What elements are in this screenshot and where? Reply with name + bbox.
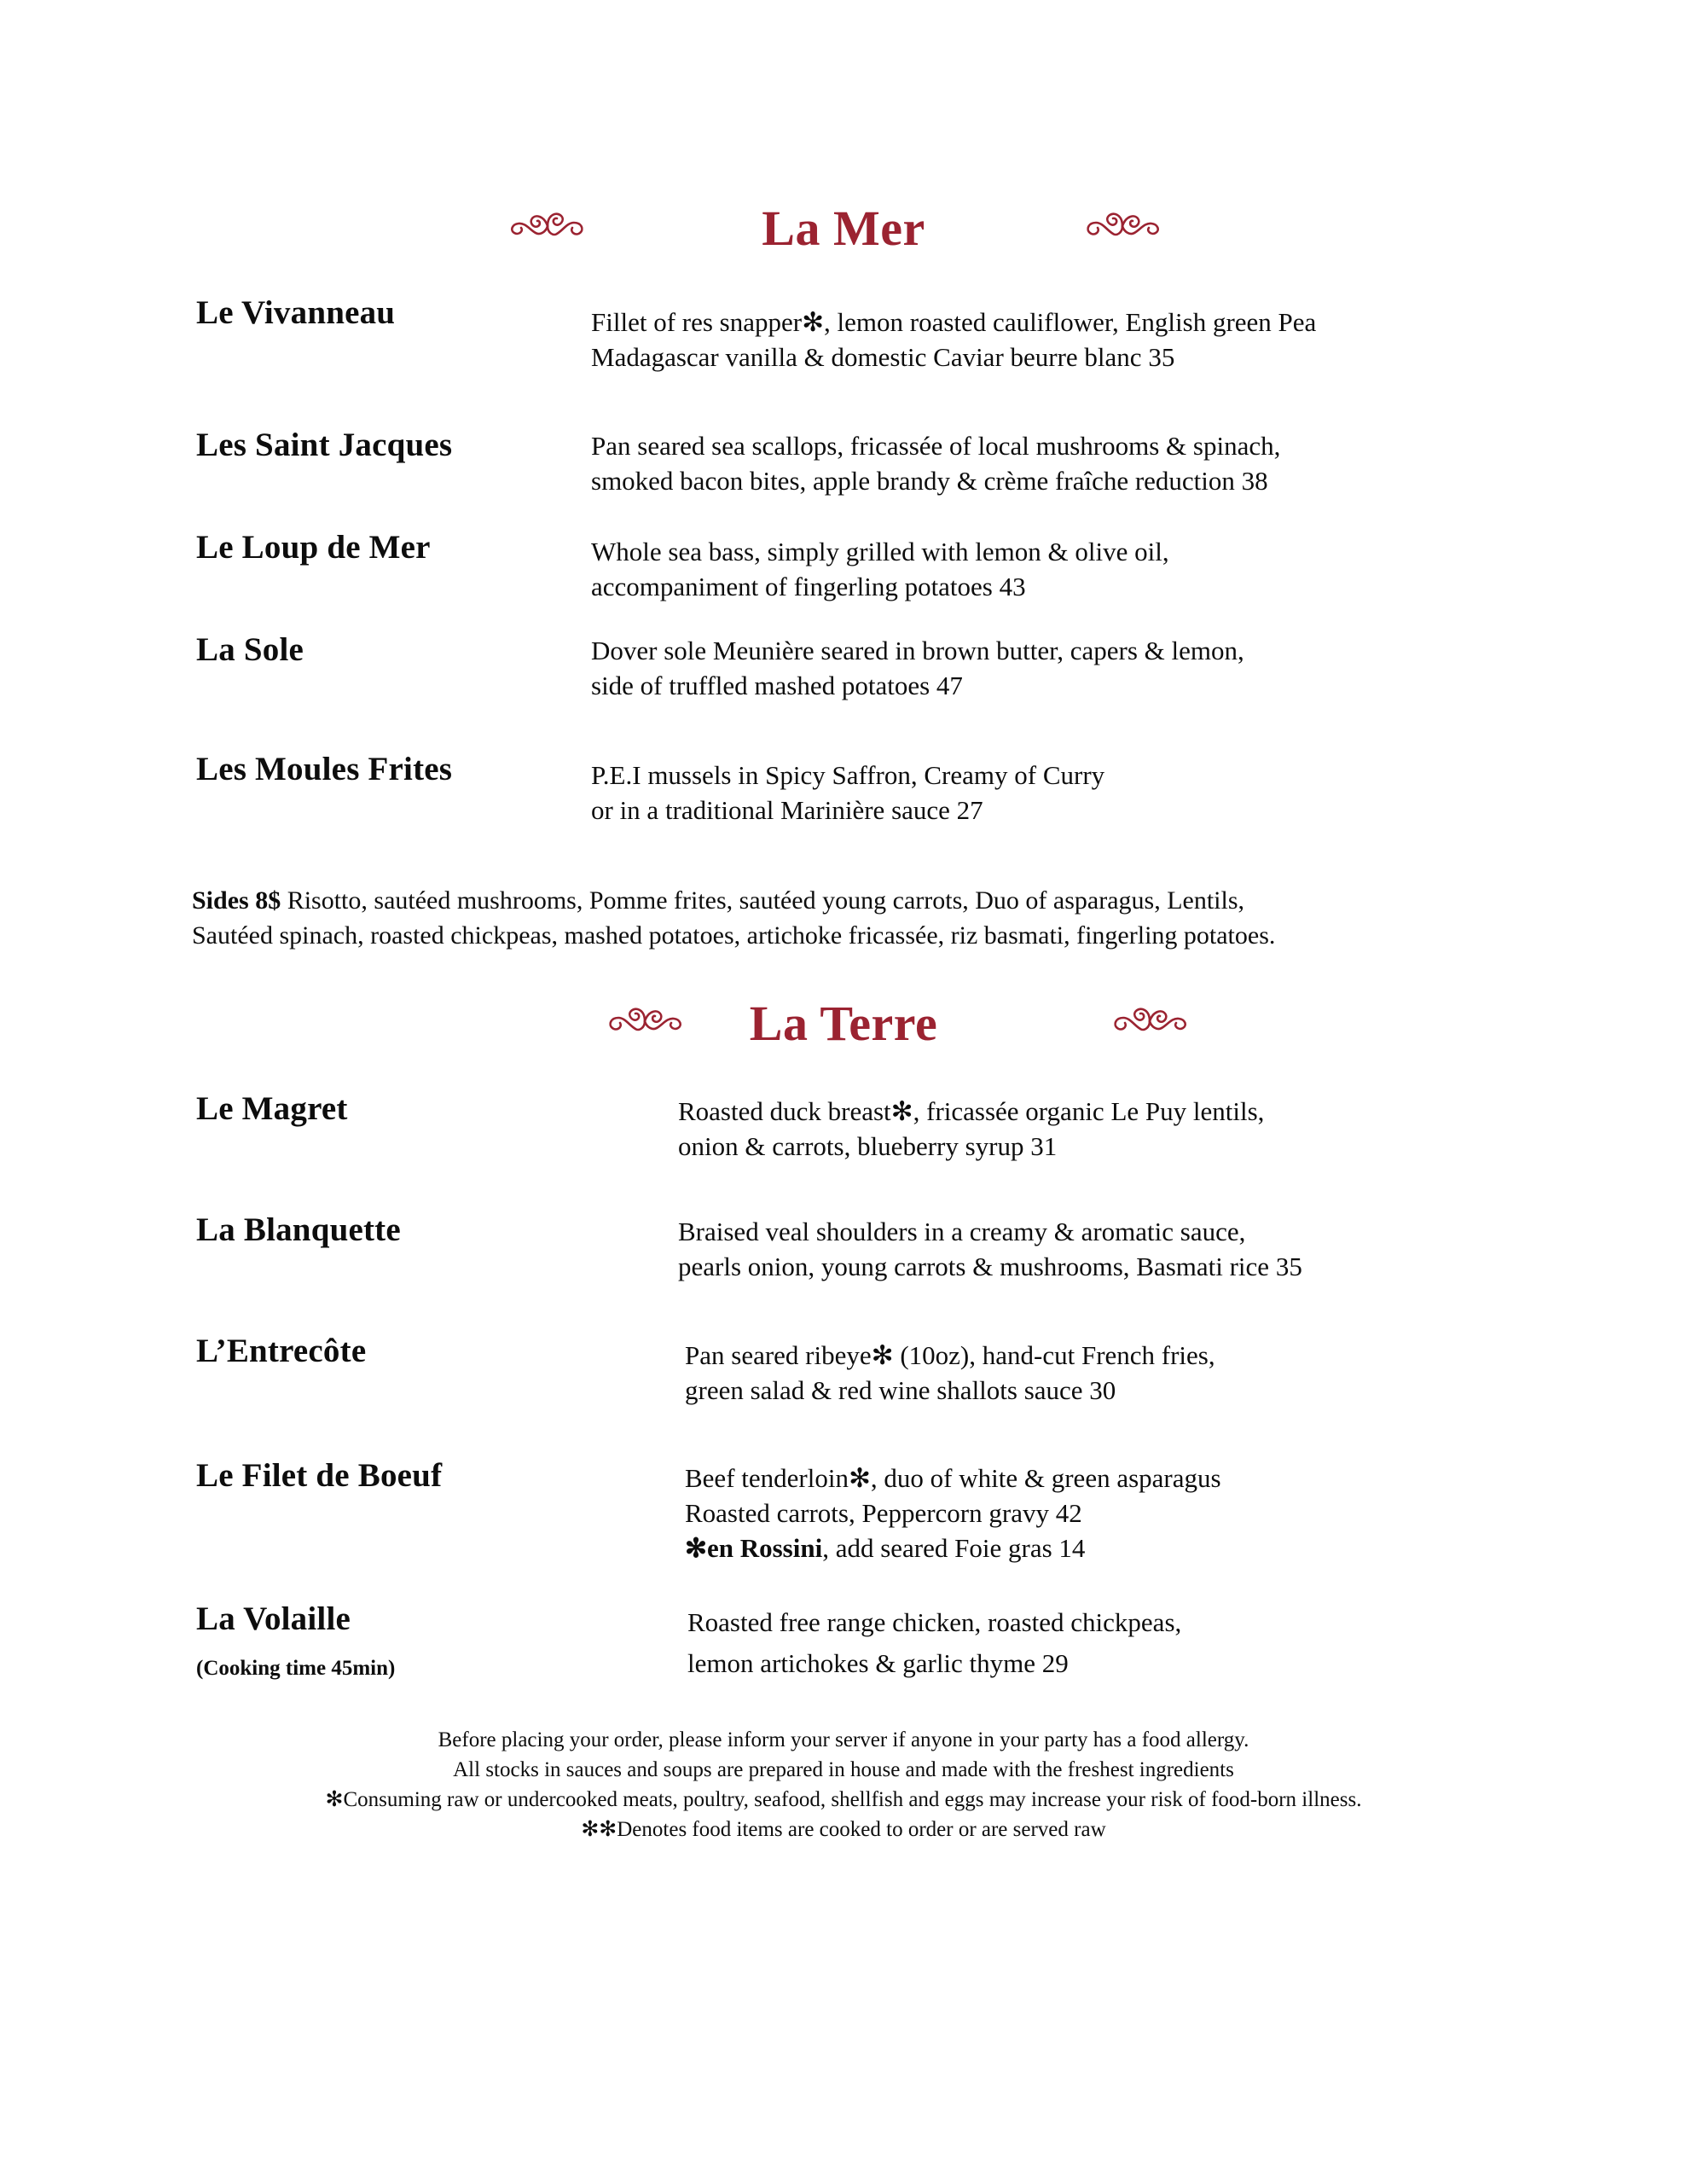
dish-description-line: onion & carrots, blueberry syrup 31 [678,1131,1058,1162]
dish-name: Les Moules Frites [196,751,453,787]
sides-line-2: Sautéed spinach, roasted chickpeas, mashed potatoes, artichoke fricassée, riz basmati, fingerling potatoes. [192,921,1276,950]
section-header-la-terre [0,994,1687,1054]
footer-line-cooked-to-order: ✻✻Denotes food items are cooked to order or are served raw [581,1818,1106,1841]
dish-description [678,1214,1302,1284]
dish-description [591,633,1244,703]
sides-label: Sides 8$ [192,886,281,915]
flourish-ornament-left-icon [604,999,685,1040]
dish-name: L’Entrecôte [196,1333,367,1369]
dish-description-line: lemon artichokes & garlic thyme 29 [687,1648,1069,1679]
dish-description [687,1602,1181,1684]
supplement-rest: , add seared Foie gras 14 [822,1533,1086,1564]
flourish-ornament-right-icon [1081,204,1162,245]
dish-cooking-time-note: (Cooking time 45min) [196,1657,396,1680]
dish-description [591,428,1280,498]
dish-description-line: smoked bacon bites, apple brandy & crème fraîche reduction 38 [591,466,1268,497]
dish-name: La Sole [196,631,304,668]
sides-line-1-rest: Risotto, sautéed mushrooms, Pomme frites, sautéed young carrots, Duo of asparagus, Lentils, [281,886,1245,915]
dish-name: Le Loup de Mer [196,529,431,566]
supplement-label: ✻en Rossini [685,1533,823,1564]
dish-description-line: Whole sea bass, simply grilled with lemon & olive oil, [591,537,1169,566]
dish-description-line: or in a traditional Marinière sauce 27 [591,795,983,826]
footer-line-stocks: All stocks in sauces and soups are prepared in house and made with the freshest ingredients [453,1758,1234,1781]
dish-description-line: pearls onion, young carrots & mushrooms, Basmati rice 35 [678,1252,1302,1282]
dish-description-line: Pan seared sea scallops, fricassée of local mushrooms & spinach, [591,431,1281,461]
dish-description-line: green salad & red wine shallots sauce 30 [685,1375,1116,1406]
dish-description [591,534,1169,604]
dish-name: La Volaille [196,1600,351,1637]
dish-description-line: Dover sole Meunière seared in brown butter, capers & lemon, [591,636,1244,665]
dish-name: La Blanquette [196,1211,401,1248]
dish-description-line: Roasted duck breast✻, fricassée organic Le Puy lentils, [678,1096,1265,1126]
section-header-la-mer [0,199,1687,258]
dish-description-line: Beef tenderloin✻, duo of white & green asparagus [685,1463,1221,1493]
dish-name: Le Filet de Boeuf [196,1457,443,1494]
dish-description-line: P.E.I mussels in Spicy Saffron, Creamy of Curry [591,760,1105,790]
flourish-ornament-right-icon [1109,999,1190,1040]
dish-description-line: side of truffled mashed potatoes 47 [591,671,963,701]
dish-description-line: Fillet of res snapper✻, lemon roasted cauliflower, English green Pea [591,307,1317,337]
section-title-la-terre: La Terre [749,996,938,1051]
dish-description [685,1338,1215,1408]
dish-description [591,305,1316,375]
dish-name: Le Magret [196,1090,348,1127]
dish-description [591,758,1104,828]
sides-block [192,883,1275,953]
section-title-la-mer: La Mer [762,200,925,256]
dish-description-line-supplement [685,1531,1221,1565]
dish-description-line: Roasted carrots, Peppercorn gravy 42 [685,1498,1082,1529]
flourish-ornament-left-icon [507,204,588,245]
dish-name: Le Vivanneau [196,294,396,331]
footer-line-allergy: Before placing your order, please inform your server if anyone in your party has a food allergy. [438,1728,1249,1751]
dish-description-line: Braised veal shoulders in a creamy & aromatic sauce, [678,1217,1246,1246]
dish-description [678,1094,1264,1164]
dish-name: Les Saint Jacques [196,427,453,463]
sides-line-1 [192,883,1275,918]
dish-description-line: Roasted free range chicken, roasted chickpeas, [687,1607,1182,1637]
footer-line-raw-warning: ✻Consuming raw or undercooked meats, poultry, seafood, shellfish and eggs may increase your risk of food-born illness. [325,1788,1362,1811]
dish-description-line: accompaniment of fingerling potatoes 43 [591,572,1026,602]
dish-description [685,1461,1221,1566]
dish-description-line: Pan seared ribeye✻ (10oz), hand-cut French fries, [685,1340,1215,1370]
footer-disclaimer [0,1725,1687,1844]
dish-description-line: Madagascar vanilla & domestic Caviar beurre blanc 35 [591,342,1175,373]
